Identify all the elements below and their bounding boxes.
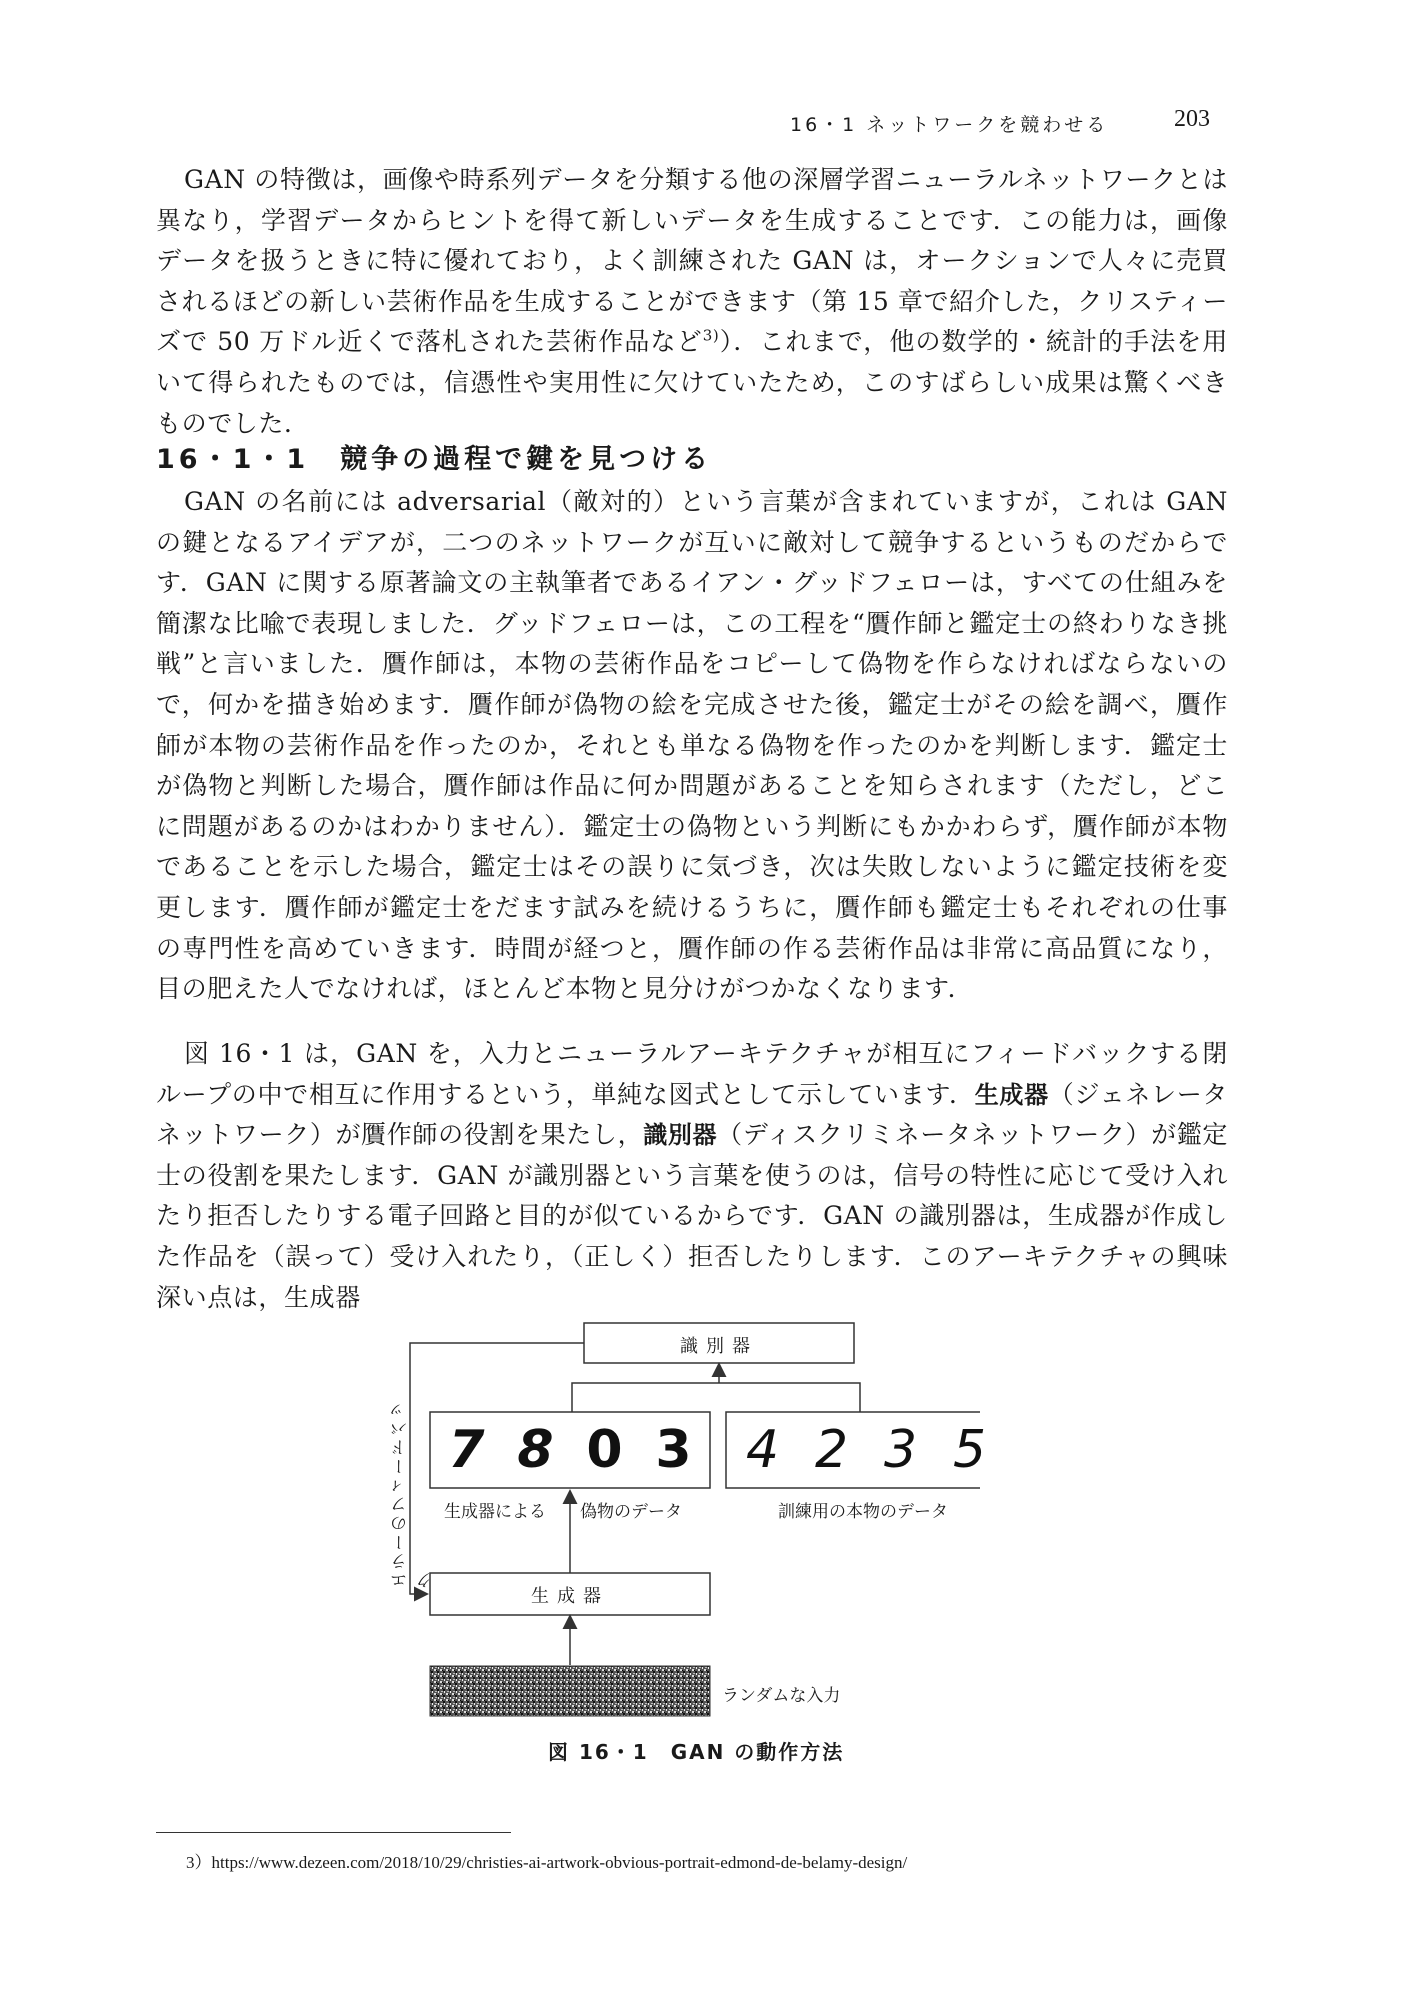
section-title: 16・1 ネットワークを競わせる bbox=[790, 114, 1109, 136]
fake-digit: 8 bbox=[517, 1420, 554, 1480]
real-digit: 4 bbox=[745, 1420, 780, 1480]
fake-caption-a: 生成器による bbox=[444, 1502, 546, 1522]
gan-figure bbox=[380, 1315, 987, 1765]
section-heading: 16・1・1 競争の過程で鍵を見つける bbox=[156, 444, 713, 475]
paragraph-text: 図 16・1 は，GAN を，入力とニューラルアーキテクチャが相互にフィードバックする閉ループの中で相互に作用するという，単純な図式として示しています． bbox=[156, 1039, 1228, 1109]
random-input-caption: ランダムな入力 bbox=[722, 1686, 841, 1706]
footnote[interactable]: 3）https://www.dezeen.com/2018/10/29/christies-ai-artwork-obvious-portrait-edmond-de-belamy-design/ bbox=[186, 1853, 908, 1872]
fake-digit: 7 bbox=[448, 1420, 485, 1480]
real-digit: 3 bbox=[883, 1420, 918, 1480]
page-number: 203 bbox=[1174, 106, 1210, 132]
real-digits bbox=[728, 1417, 1004, 1483]
paragraph-text: GAN の特徴は，画像や時系列データを分類する他の深層学習ニューラルネットワークとは異なり，学習データからヒントを得て新しいデータを生成することです．この能力は，画像データを扱うときに特に優れており，よく訓練された GAN は，オークションで人々に売買されるほどの新しい芸術作品を生成することができます（第 15 章で紹介した，クリスティーズで 50 万ドル近くで落札された芸術作品など bbox=[156, 165, 1228, 357]
discriminator-label: 識別器 bbox=[680, 1336, 758, 1357]
real-digit: 5 bbox=[952, 1420, 987, 1480]
random-noise-image bbox=[430, 1666, 710, 1716]
paragraph-adversarial: GAN の名前には adversarial（敵対的）という言葉が含まれていますが，これは GAN の鍵となるアイデアが，二つのネットワークが互いに敵対して競争するというものだからです．GAN に関する原著論文の主執筆者であるイアン・グッドフェローは，すべての仕組みを簡潔な比喩で表現しました．グッドフェローは，この工程を“贋作師と鑑定士の終わりなき挑戦”と言いました．贋作師は，本物の芸術作品をコピーして偽物を作らなければならないので，何かを描き始めます．贋作師が偽物の絵を完成させた後，鑑定士がその絵を調べ，贋作師が本物の芸術作品を作ったのか，それとも単なる偽物を作ったのかを判断します．鑑定士が偽物と判断した場合，贋作師は作品に何か問題があることを知らされます（ただし，どこに問題があるのかはわかりません）．鑑定士の偽物という判断にもかかわらず，贋作師が本物であることを示した場合，鑑定士はその誤りに気づき，次は失敗しないように鑑定技術を変更します．贋作師が鑑定士をだます試みを続けるうちに，贋作師も鑑定士もそれぞれの仕事の専門性を高めていきます．時間が経つと，贋作師の作る芸術作品は非常に高品質になり，目の肥えた人でなければ，ほとんど本物と見分けがつかなくなります． bbox=[156, 487, 1228, 1004]
fake-caption-b: 偽物のデータ bbox=[580, 1502, 682, 1522]
footnote-divider bbox=[156, 1832, 511, 1833]
fake-digits bbox=[432, 1417, 708, 1483]
term-discriminator: 識別器 bbox=[643, 1121, 718, 1150]
figure-caption: 図 16・1 GAN の動作方法 bbox=[548, 1740, 845, 1764]
paragraph-text: ）．これまで，他の数学的・統計的手法を用いて得られたものでは，信憑性や実用性に欠けていたため，このすばらしい成果は驚くべきものでした． bbox=[156, 327, 1228, 438]
running-head bbox=[760, 106, 1210, 136]
real-digit: 2 bbox=[814, 1420, 849, 1480]
fake-digit: 0 bbox=[586, 1420, 623, 1480]
figure-diagram bbox=[380, 1315, 980, 1735]
paragraph-text: （ジェネレータネットワーク）が贋作師の役割を果たし， bbox=[156, 1079, 1228, 1150]
fake-digit: 3 bbox=[655, 1420, 692, 1480]
footnote-ref[interactable]: 3) bbox=[702, 327, 720, 346]
real-caption: 訓練用の本物のデータ bbox=[778, 1502, 948, 1522]
paragraph-text: （ディスクリミネータネットワーク）が鑑定士の役割を果たします．GAN が識別器という言葉を使うのは，信号の特性に応じて受け入れたり拒否したりする電子回路と目的が似ているからです．GAN の識別器は，生成器が作成した作品を（誤って）受け入れたり，（正しく）拒否したりします．このアーキテクチャの興味深い点は，生成器 bbox=[156, 1120, 1228, 1312]
term-generator: 生成器 bbox=[974, 1080, 1049, 1109]
generator-label: 生成器 bbox=[531, 1586, 609, 1607]
feedback-label: エラーのフィードバック bbox=[391, 1399, 436, 1589]
paragraph-gan-features bbox=[156, 160, 1228, 444]
paragraph-figure-intro bbox=[156, 1034, 1228, 1318]
